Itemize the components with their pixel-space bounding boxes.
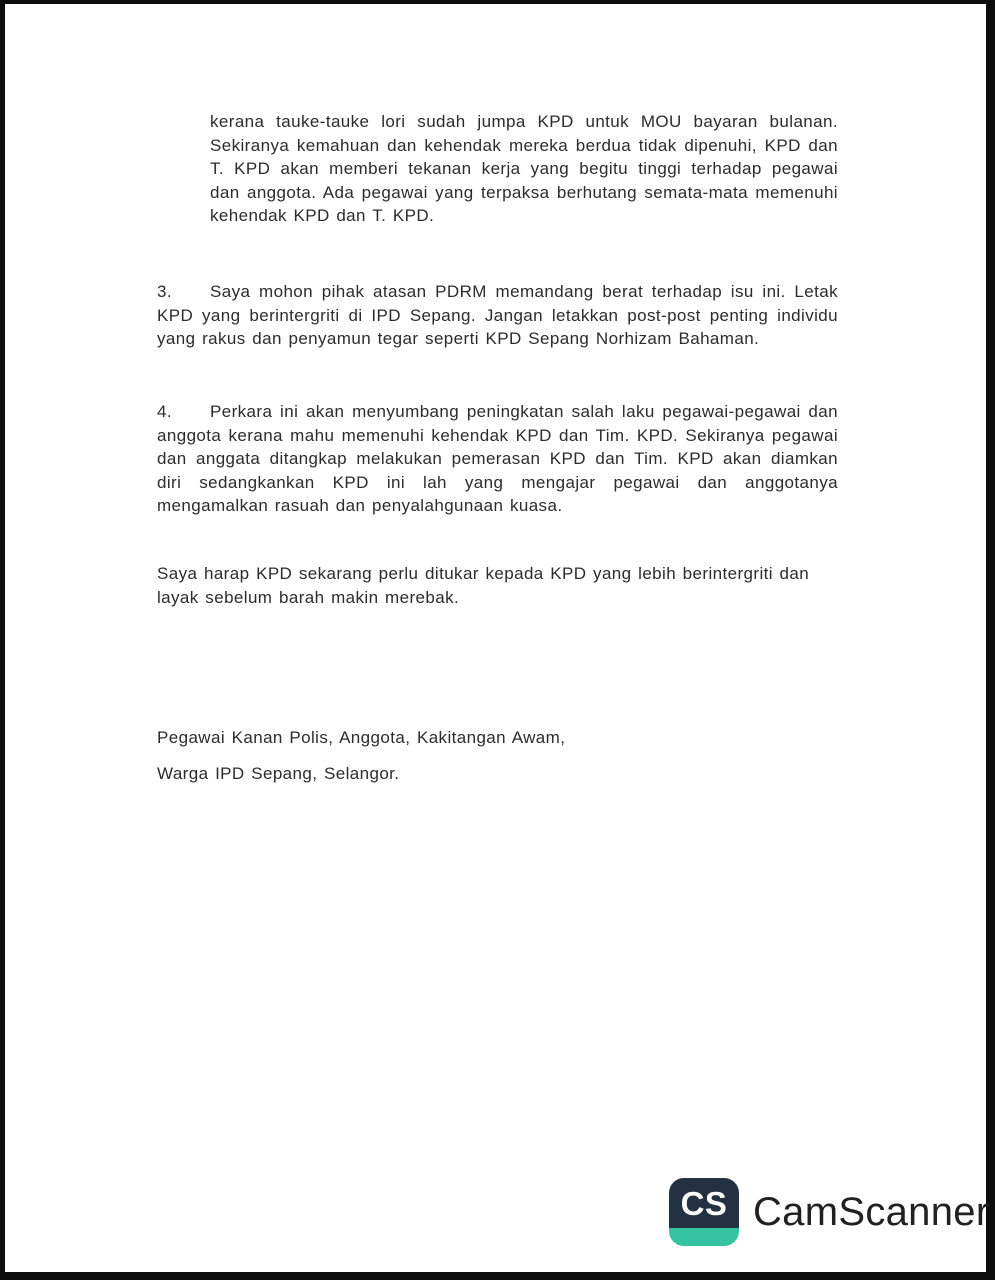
- camscanner-icon-letters: CS: [669, 1178, 739, 1228]
- signature-line-2: Warga IPD Sepang, Selangor.: [157, 764, 400, 783]
- paragraph-4-number: 4.: [157, 402, 172, 421]
- camscanner-wordmark: CamScanner: [753, 1189, 990, 1234]
- signature-line-1: Pegawai Kanan Polis, Anggota, Kakitangan Awam,: [157, 728, 566, 747]
- camscanner-watermark: [669, 1178, 989, 1246]
- paragraph-4-text: Perkara ini akan menyumbang peningkatan salah laku pegawai-pegawai dan anggota kerana mahu memenuhi kehendak KPD dan Tim. KPD. Sekiranya pegawai dan anggata ditangkap melakukan pemerasan KPD dan Tim. KPD akan diamkan diri sedangkankan KPD ini lah yang mengajar pegawai dan anggotanya mengamalkan rasuah dan penyalahgunaan kuasa.: [157, 402, 838, 515]
- camscanner-icon: [669, 1178, 739, 1246]
- document-page: [5, 4, 990, 1272]
- paragraph-3-text: Saya mohon pihak atasan PDRM memandang berat terhadap isu ini. Letak KPD yang berintergriti di IPD Sepang. Jangan letakkan post-post penting individu yang rakus dan penyamun tegar seperti KPD Sepang Norhizam Bahaman.: [157, 282, 838, 348]
- camscanner-icon-accent-strip: [669, 1228, 739, 1246]
- paragraph-closing: Saya harap KPD sekarang perlu ditukar kepada KPD yang lebih berintergriti dan layak sebelum barah makin merebak.: [157, 564, 810, 607]
- paragraph-3-number: 3.: [157, 282, 172, 301]
- paragraph-3: [157, 280, 838, 351]
- paragraph-continuation: kerana tauke-tauke lori sudah jumpa KPD untuk MOU bayaran bulanan. Sekiranya kemahuan dan kehendak mereka berdua tidak dipenuhi, KPD dan T. KPD akan memberi tekanan kerja yang begitu tinggi terhadap pegawai dan anggota. Ada pegawai yang terpaksa berhutang semata-mata memenuhi kehendak KPD dan T. KPD.: [210, 112, 838, 225]
- paragraph-4: [157, 400, 838, 518]
